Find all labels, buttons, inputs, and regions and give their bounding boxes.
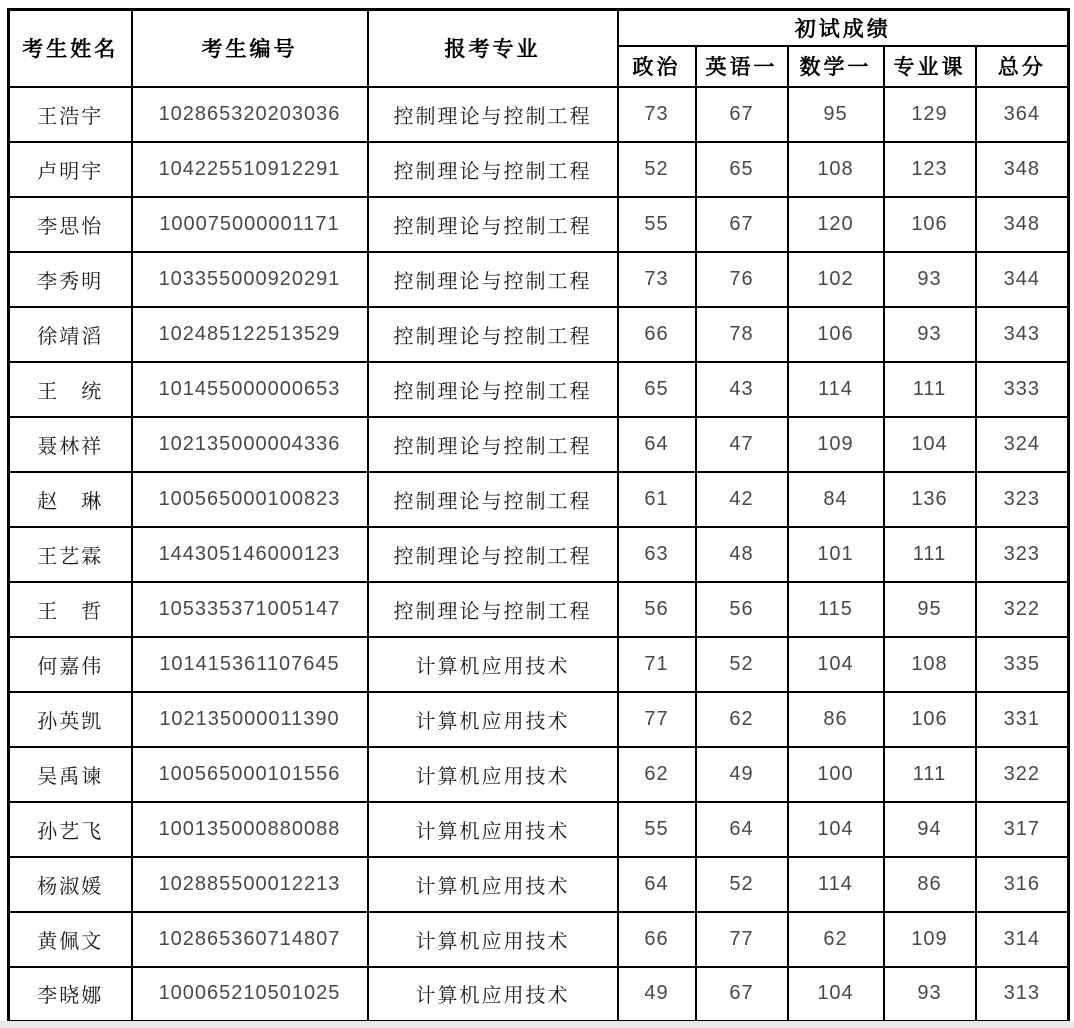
table-row: [9, 802, 1069, 857]
table-row: [9, 912, 1069, 967]
major-cell: 控制理论与控制工程: [368, 472, 618, 527]
candidate-name-cell: 黄佩文: [9, 912, 132, 967]
candidate-number-cell: 100075000001171: [132, 197, 368, 252]
score-english-cell: 52: [696, 857, 788, 912]
score-professional-cell: 111: [884, 747, 976, 802]
score-math-cell: 100: [788, 747, 884, 802]
score-total-cell: 344: [976, 252, 1069, 307]
major-cell: 计算机应用技术: [368, 857, 618, 912]
score-politics-cell: 62: [618, 747, 696, 802]
score-english-cell: 77: [696, 912, 788, 967]
score-total-cell: 316: [976, 857, 1069, 912]
page-bottom-strip: [0, 1021, 1074, 1028]
header-scores-group: 初试成绩: [618, 10, 1069, 46]
score-politics-cell: 64: [618, 857, 696, 912]
score-politics-cell: 63: [618, 527, 696, 582]
score-professional-cell: 104: [884, 417, 976, 472]
candidate-number-cell: 100565000100823: [132, 472, 368, 527]
score-politics-cell: 66: [618, 912, 696, 967]
candidate-number-cell: 100065210501025: [132, 967, 368, 1022]
table-row: [9, 362, 1069, 417]
candidate-number-cell: 102135000011390: [132, 692, 368, 747]
major-cell: 计算机应用技术: [368, 967, 618, 1022]
score-professional-cell: 93: [884, 307, 976, 362]
score-math-cell: 109: [788, 417, 884, 472]
score-professional-cell: 136: [884, 472, 976, 527]
score-total-cell: 364: [976, 87, 1069, 142]
table-row: [9, 967, 1069, 1022]
table-row: [9, 637, 1069, 692]
score-math-cell: 104: [788, 967, 884, 1022]
score-professional-cell: 93: [884, 252, 976, 307]
score-professional-cell: 94: [884, 802, 976, 857]
score-english-cell: 49: [696, 747, 788, 802]
candidate-name-cell: 李思怡: [9, 197, 132, 252]
score-politics-cell: 73: [618, 87, 696, 142]
score-math-cell: 101: [788, 527, 884, 582]
score-english-cell: 67: [696, 967, 788, 1022]
major-cell: 控制理论与控制工程: [368, 362, 618, 417]
score-politics-cell: 65: [618, 362, 696, 417]
score-professional-cell: 106: [884, 197, 976, 252]
score-total-cell: 335: [976, 637, 1069, 692]
score-english-cell: 56: [696, 582, 788, 637]
header-group-row: [9, 10, 1069, 46]
score-math-cell: 104: [788, 637, 884, 692]
score-math-cell: 115: [788, 582, 884, 637]
table-row: [9, 142, 1069, 197]
header-politics: 政治: [618, 46, 696, 87]
candidate-number-cell: 102865360714807: [132, 912, 368, 967]
candidate-number-cell: 102135000004336: [132, 417, 368, 472]
score-math-cell: 84: [788, 472, 884, 527]
major-cell: 控制理论与控制工程: [368, 142, 618, 197]
score-english-cell: 48: [696, 527, 788, 582]
score-professional-cell: 123: [884, 142, 976, 197]
score-politics-cell: 71: [618, 637, 696, 692]
score-math-cell: 62: [788, 912, 884, 967]
score-professional-cell: 129: [884, 87, 976, 142]
score-english-cell: 78: [696, 307, 788, 362]
major-cell: 计算机应用技术: [368, 692, 618, 747]
table-row: [9, 472, 1069, 527]
score-professional-cell: 111: [884, 362, 976, 417]
table-row: [9, 307, 1069, 362]
score-professional-cell: 111: [884, 527, 976, 582]
score-politics-cell: 55: [618, 802, 696, 857]
candidate-number-cell: 144305146000123: [132, 527, 368, 582]
candidate-name-cell: 赵 琳: [9, 472, 132, 527]
score-professional-cell: 93: [884, 967, 976, 1022]
score-math-cell: 86: [788, 692, 884, 747]
score-math-cell: 120: [788, 197, 884, 252]
header-candidate-number: 考生编号: [132, 10, 368, 87]
score-total-cell: 322: [976, 747, 1069, 802]
score-total-cell: 348: [976, 142, 1069, 197]
score-english-cell: 52: [696, 637, 788, 692]
major-cell: 控制理论与控制工程: [368, 307, 618, 362]
score-total-cell: 314: [976, 912, 1069, 967]
score-politics-cell: 64: [618, 417, 696, 472]
score-professional-cell: 106: [884, 692, 976, 747]
candidate-number-cell: 101415361107645: [132, 637, 368, 692]
score-professional-cell: 109: [884, 912, 976, 967]
score-english-cell: 76: [696, 252, 788, 307]
score-english-cell: 65: [696, 142, 788, 197]
candidate-number-cell: 100565000101556: [132, 747, 368, 802]
candidate-name-cell: 孙英凯: [9, 692, 132, 747]
score-politics-cell: 66: [618, 307, 696, 362]
header-english: 英语一: [696, 46, 788, 87]
candidate-name-cell: 王艺霖: [9, 527, 132, 582]
score-english-cell: 42: [696, 472, 788, 527]
score-total-cell: 313: [976, 967, 1069, 1022]
score-math-cell: 104: [788, 802, 884, 857]
score-politics-cell: 49: [618, 967, 696, 1022]
candidate-name-cell: 王 哲: [9, 582, 132, 637]
score-math-cell: 102: [788, 252, 884, 307]
candidate-name-cell: 何嘉伟: [9, 637, 132, 692]
score-professional-cell: 108: [884, 637, 976, 692]
candidate-name-cell: 徐靖滔: [9, 307, 132, 362]
table-row: [9, 692, 1069, 747]
candidate-name-cell: 王浩宇: [9, 87, 132, 142]
score-total-cell: 333: [976, 362, 1069, 417]
major-cell: 控制理论与控制工程: [368, 527, 618, 582]
table-row: [9, 582, 1069, 637]
score-politics-cell: 77: [618, 692, 696, 747]
score-math-cell: 106: [788, 307, 884, 362]
candidate-number-cell: 104225510912291: [132, 142, 368, 197]
score-english-cell: 67: [696, 87, 788, 142]
candidate-number-cell: 102865320203036: [132, 87, 368, 142]
candidate-name-cell: 李秀明: [9, 252, 132, 307]
major-cell: 计算机应用技术: [368, 802, 618, 857]
score-total-cell: 348: [976, 197, 1069, 252]
major-cell: 计算机应用技术: [368, 747, 618, 802]
score-total-cell: 317: [976, 802, 1069, 857]
candidate-name-cell: 李晓娜: [9, 967, 132, 1022]
major-cell: 控制理论与控制工程: [368, 197, 618, 252]
score-english-cell: 43: [696, 362, 788, 417]
score-politics-cell: 61: [618, 472, 696, 527]
candidate-name-cell: 孙艺飞: [9, 802, 132, 857]
candidate-number-cell: 103355000920291: [132, 252, 368, 307]
major-cell: 计算机应用技术: [368, 637, 618, 692]
header-total: 总分: [976, 46, 1069, 87]
score-math-cell: 114: [788, 362, 884, 417]
score-total-cell: 331: [976, 692, 1069, 747]
exam-results-table: [7, 8, 1070, 1023]
score-english-cell: 47: [696, 417, 788, 472]
score-professional-cell: 86: [884, 857, 976, 912]
table-row: [9, 252, 1069, 307]
score-math-cell: 95: [788, 87, 884, 142]
table-row: [9, 87, 1069, 142]
score-total-cell: 343: [976, 307, 1069, 362]
table-row: [9, 527, 1069, 582]
score-total-cell: 322: [976, 582, 1069, 637]
major-cell: 计算机应用技术: [368, 912, 618, 967]
score-english-cell: 67: [696, 197, 788, 252]
candidate-number-cell: 101455000000653: [132, 362, 368, 417]
score-english-cell: 64: [696, 802, 788, 857]
score-total-cell: 324: [976, 417, 1069, 472]
candidate-name-cell: 杨淑媛: [9, 857, 132, 912]
candidate-name-cell: 王 统: [9, 362, 132, 417]
score-politics-cell: 56: [618, 582, 696, 637]
score-professional-cell: 95: [884, 582, 976, 637]
major-cell: 控制理论与控制工程: [368, 417, 618, 472]
score-total-cell: 323: [976, 527, 1069, 582]
candidate-number-cell: 102485122513529: [132, 307, 368, 362]
candidate-number-cell: 102885500012213: [132, 857, 368, 912]
candidate-name-cell: 聂林祥: [9, 417, 132, 472]
table-row: [9, 747, 1069, 802]
major-cell: 控制理论与控制工程: [368, 87, 618, 142]
major-cell: 控制理论与控制工程: [368, 252, 618, 307]
table-header: [9, 10, 1069, 87]
score-politics-cell: 55: [618, 197, 696, 252]
score-politics-cell: 52: [618, 142, 696, 197]
table-row: [9, 417, 1069, 472]
score-math-cell: 108: [788, 142, 884, 197]
header-professional: 专业课: [884, 46, 976, 87]
score-english-cell: 62: [696, 692, 788, 747]
document-sheet: [7, 8, 1070, 1023]
header-major: 报考专业: [368, 10, 618, 87]
table-row: [9, 857, 1069, 912]
table-body: [9, 87, 1069, 1022]
candidate-name-cell: 吴禹谏: [9, 747, 132, 802]
score-math-cell: 114: [788, 857, 884, 912]
score-total-cell: 323: [976, 472, 1069, 527]
table-row: [9, 197, 1069, 252]
candidate-number-cell: 100135000880088: [132, 802, 368, 857]
header-math: 数学一: [788, 46, 884, 87]
major-cell: 控制理论与控制工程: [368, 582, 618, 637]
candidate-name-cell: 卢明宇: [9, 142, 132, 197]
score-politics-cell: 73: [618, 252, 696, 307]
header-candidate-name: 考生姓名: [9, 10, 132, 87]
candidate-number-cell: 105335371005147: [132, 582, 368, 637]
